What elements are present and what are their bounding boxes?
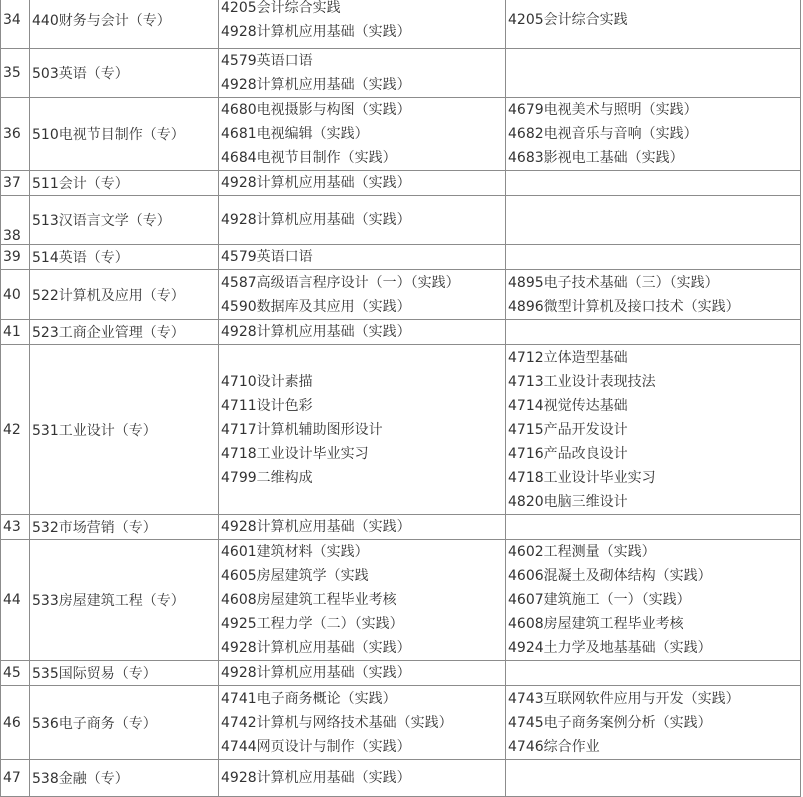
additional-courses-cell: [506, 686, 801, 760]
course-item: 4928计算机应用基础（实践）: [221, 770, 411, 786]
practice-courses-cell: [219, 98, 506, 171]
major-name-cell: 535国际贸易（专）: [30, 661, 219, 686]
additional-courses-cell: [506, 270, 801, 320]
row-number-cell: 39: [1, 245, 30, 270]
major-name-cell: 513汉语言文学（专）: [30, 196, 219, 245]
additional-courses-cell: [506, 49, 801, 98]
course-item: 4608房屋建筑工程毕业考核: [508, 616, 684, 632]
course-item: 4713工业设计表现技法: [508, 373, 656, 390]
additional-courses-cell: [506, 515, 801, 540]
table-body: [1, 0, 801, 797]
additional-courses-cell: [506, 345, 801, 515]
major-name-cell: 531工业设计（专）: [30, 345, 219, 515]
practice-courses-cell: [219, 760, 506, 797]
course-item: 4718工业设计毕业实习: [508, 469, 656, 486]
row-number-cell: 40: [1, 270, 30, 320]
row-number-cell: 37: [1, 171, 30, 196]
practice-courses-cell: [219, 171, 506, 196]
major-name-cell: 510电视节目制作（专）: [30, 98, 219, 171]
course-item: 4925工程力学（二）（实践）: [221, 616, 404, 632]
practice-courses-cell: [219, 0, 506, 49]
table-row: [1, 0, 801, 49]
course-item: 4896微型计算机及接口技术（实践）: [508, 298, 740, 315]
table-row: [1, 661, 801, 686]
row-number-cell: 46: [1, 686, 30, 760]
major-name-cell: 503英语（专）: [30, 49, 219, 98]
course-item: 4684电视节目制作（实践）: [221, 150, 397, 166]
row-number-cell: 36: [1, 98, 30, 171]
course-item: 4928计算机应用基础（实践）: [221, 519, 411, 535]
additional-courses-cell: [506, 0, 801, 49]
course-item: 4607建筑施工（一）（实践）: [508, 592, 691, 608]
major-name-cell: 514英语（专）: [30, 245, 219, 270]
table-row: [1, 686, 801, 760]
course-item: 4587高级语言程序设计（一）（实践）: [221, 274, 460, 291]
course-item: 4715产品开发设计: [508, 421, 628, 438]
course-item: 4714视觉传达基础: [508, 397, 628, 414]
additional-courses-cell: [506, 196, 801, 245]
table-row: [1, 345, 801, 515]
major-name-cell: 523工商企业管理（专）: [30, 320, 219, 345]
additional-courses-cell: [506, 245, 801, 270]
course-item: 4602工程测量（实践）: [508, 544, 656, 560]
practice-courses-cell: [219, 245, 506, 270]
course-item: 4605房屋建筑学（实践: [221, 568, 369, 584]
course-item: 4924土力学及地基基础（实践）: [508, 640, 712, 656]
additional-courses-cell: [506, 760, 801, 797]
course-item: 4742计算机与网络技术基础（实践）: [221, 714, 453, 731]
course-item: 4579英语口语: [221, 249, 313, 265]
table-row: [1, 49, 801, 98]
table-row: [1, 270, 801, 320]
practice-courses-cell: [219, 345, 506, 515]
course-item: 4928计算机应用基础（实践）: [221, 77, 411, 93]
practice-courses-cell: [219, 49, 506, 98]
course-item: 4606混凝土及砌体结构（实践）: [508, 568, 712, 584]
course-item: 4608房屋建筑工程毕业考核: [221, 592, 397, 608]
course-item: 4681电视编辑（实践）: [221, 126, 369, 142]
major-name-cell: 440财务与会计（专）: [30, 0, 219, 49]
course-item: 4799二维构成: [221, 469, 313, 486]
table-row: [1, 245, 801, 270]
course-item: 4205会计综合实践: [221, 0, 341, 16]
course-item: 4928计算机应用基础（实践）: [221, 665, 411, 681]
major-name-cell: 522计算机及应用（专）: [30, 270, 219, 320]
course-item: 4895电子技术基础（三）（实践）: [508, 274, 719, 291]
table-row: [1, 760, 801, 797]
course-item: 4716产品改良设计: [508, 445, 628, 462]
course-item: 4743互联网软件应用与开发（实践）: [508, 690, 740, 707]
major-name-cell: 532市场营销（专）: [30, 515, 219, 540]
course-item: 4205会计综合实践: [508, 12, 628, 28]
table-row: [1, 196, 801, 245]
row-number-cell: 34: [1, 0, 30, 49]
course-item: 4928计算机应用基础（实践）: [221, 24, 411, 40]
course-item: 4718工业设计毕业实习: [221, 445, 369, 462]
practice-courses-cell: [219, 540, 506, 661]
practice-courses-cell: [219, 661, 506, 686]
course-item: 4717计算机辅助图形设计: [221, 421, 383, 438]
row-number-cell: 47: [1, 760, 30, 797]
additional-courses-cell: [506, 320, 801, 345]
row-number-cell: 45: [1, 661, 30, 686]
course-item: 4710设计素描: [221, 373, 313, 390]
course-item: 4682电视音乐与音响（实践）: [508, 126, 698, 142]
major-name-cell: 536电子商务（专）: [30, 686, 219, 760]
course-item: 4820电脑三维设计: [508, 493, 628, 510]
course-item: 4744网页设计与制作（实践）: [221, 738, 411, 755]
row-number-cell: 38: [1, 196, 30, 245]
course-item: 4928计算机应用基础（实践）: [221, 212, 411, 228]
course-item: 4746综合作业: [508, 738, 600, 755]
course-item: 4711设计色彩: [221, 397, 313, 414]
practice-courses-cell: [219, 320, 506, 345]
course-item: 4683影视电工基础（实践）: [508, 150, 684, 166]
course-item: 4590数据库及其应用（实践）: [221, 298, 411, 315]
table-row: [1, 171, 801, 196]
course-item: 4928计算机应用基础（实践）: [221, 175, 411, 191]
row-number-cell: 41: [1, 320, 30, 345]
additional-courses-cell: [506, 171, 801, 196]
additional-courses-cell: [506, 661, 801, 686]
course-item: 4679电视美术与照明（实践）: [508, 102, 698, 118]
table-row: [1, 540, 801, 661]
course-item: 4579英语口语: [221, 53, 313, 69]
row-number-cell: 44: [1, 540, 30, 661]
major-name-cell: 511会计（专）: [30, 171, 219, 196]
practice-courses-cell: [219, 270, 506, 320]
major-name-cell: 538金融（专）: [30, 760, 219, 797]
table-row: [1, 320, 801, 345]
practice-courses-cell: [219, 686, 506, 760]
course-item: 4680电视摄影与构图（实践）: [221, 102, 411, 118]
row-number-cell: 35: [1, 49, 30, 98]
practice-courses-cell: [219, 196, 506, 245]
additional-courses-cell: [506, 540, 801, 661]
major-name-cell: 533房屋建筑工程（专）: [30, 540, 219, 661]
course-item: 4741电子商务概论（实践）: [221, 690, 397, 707]
practice-courses-cell: [219, 515, 506, 540]
course-item: 4712立体造型基础: [508, 349, 628, 366]
row-number-cell: 42: [1, 345, 30, 515]
course-item: 4928计算机应用基础（实践）: [221, 324, 411, 340]
additional-courses-cell: [506, 98, 801, 171]
row-number-cell: 43: [1, 515, 30, 540]
table-row: [1, 98, 801, 171]
course-item: 4601建筑材料（实践）: [221, 544, 369, 560]
table-row: [1, 515, 801, 540]
course-item: 4928计算机应用基础（实践）: [221, 640, 411, 656]
course-item: 4745电子商务案例分析（实践）: [508, 714, 712, 731]
